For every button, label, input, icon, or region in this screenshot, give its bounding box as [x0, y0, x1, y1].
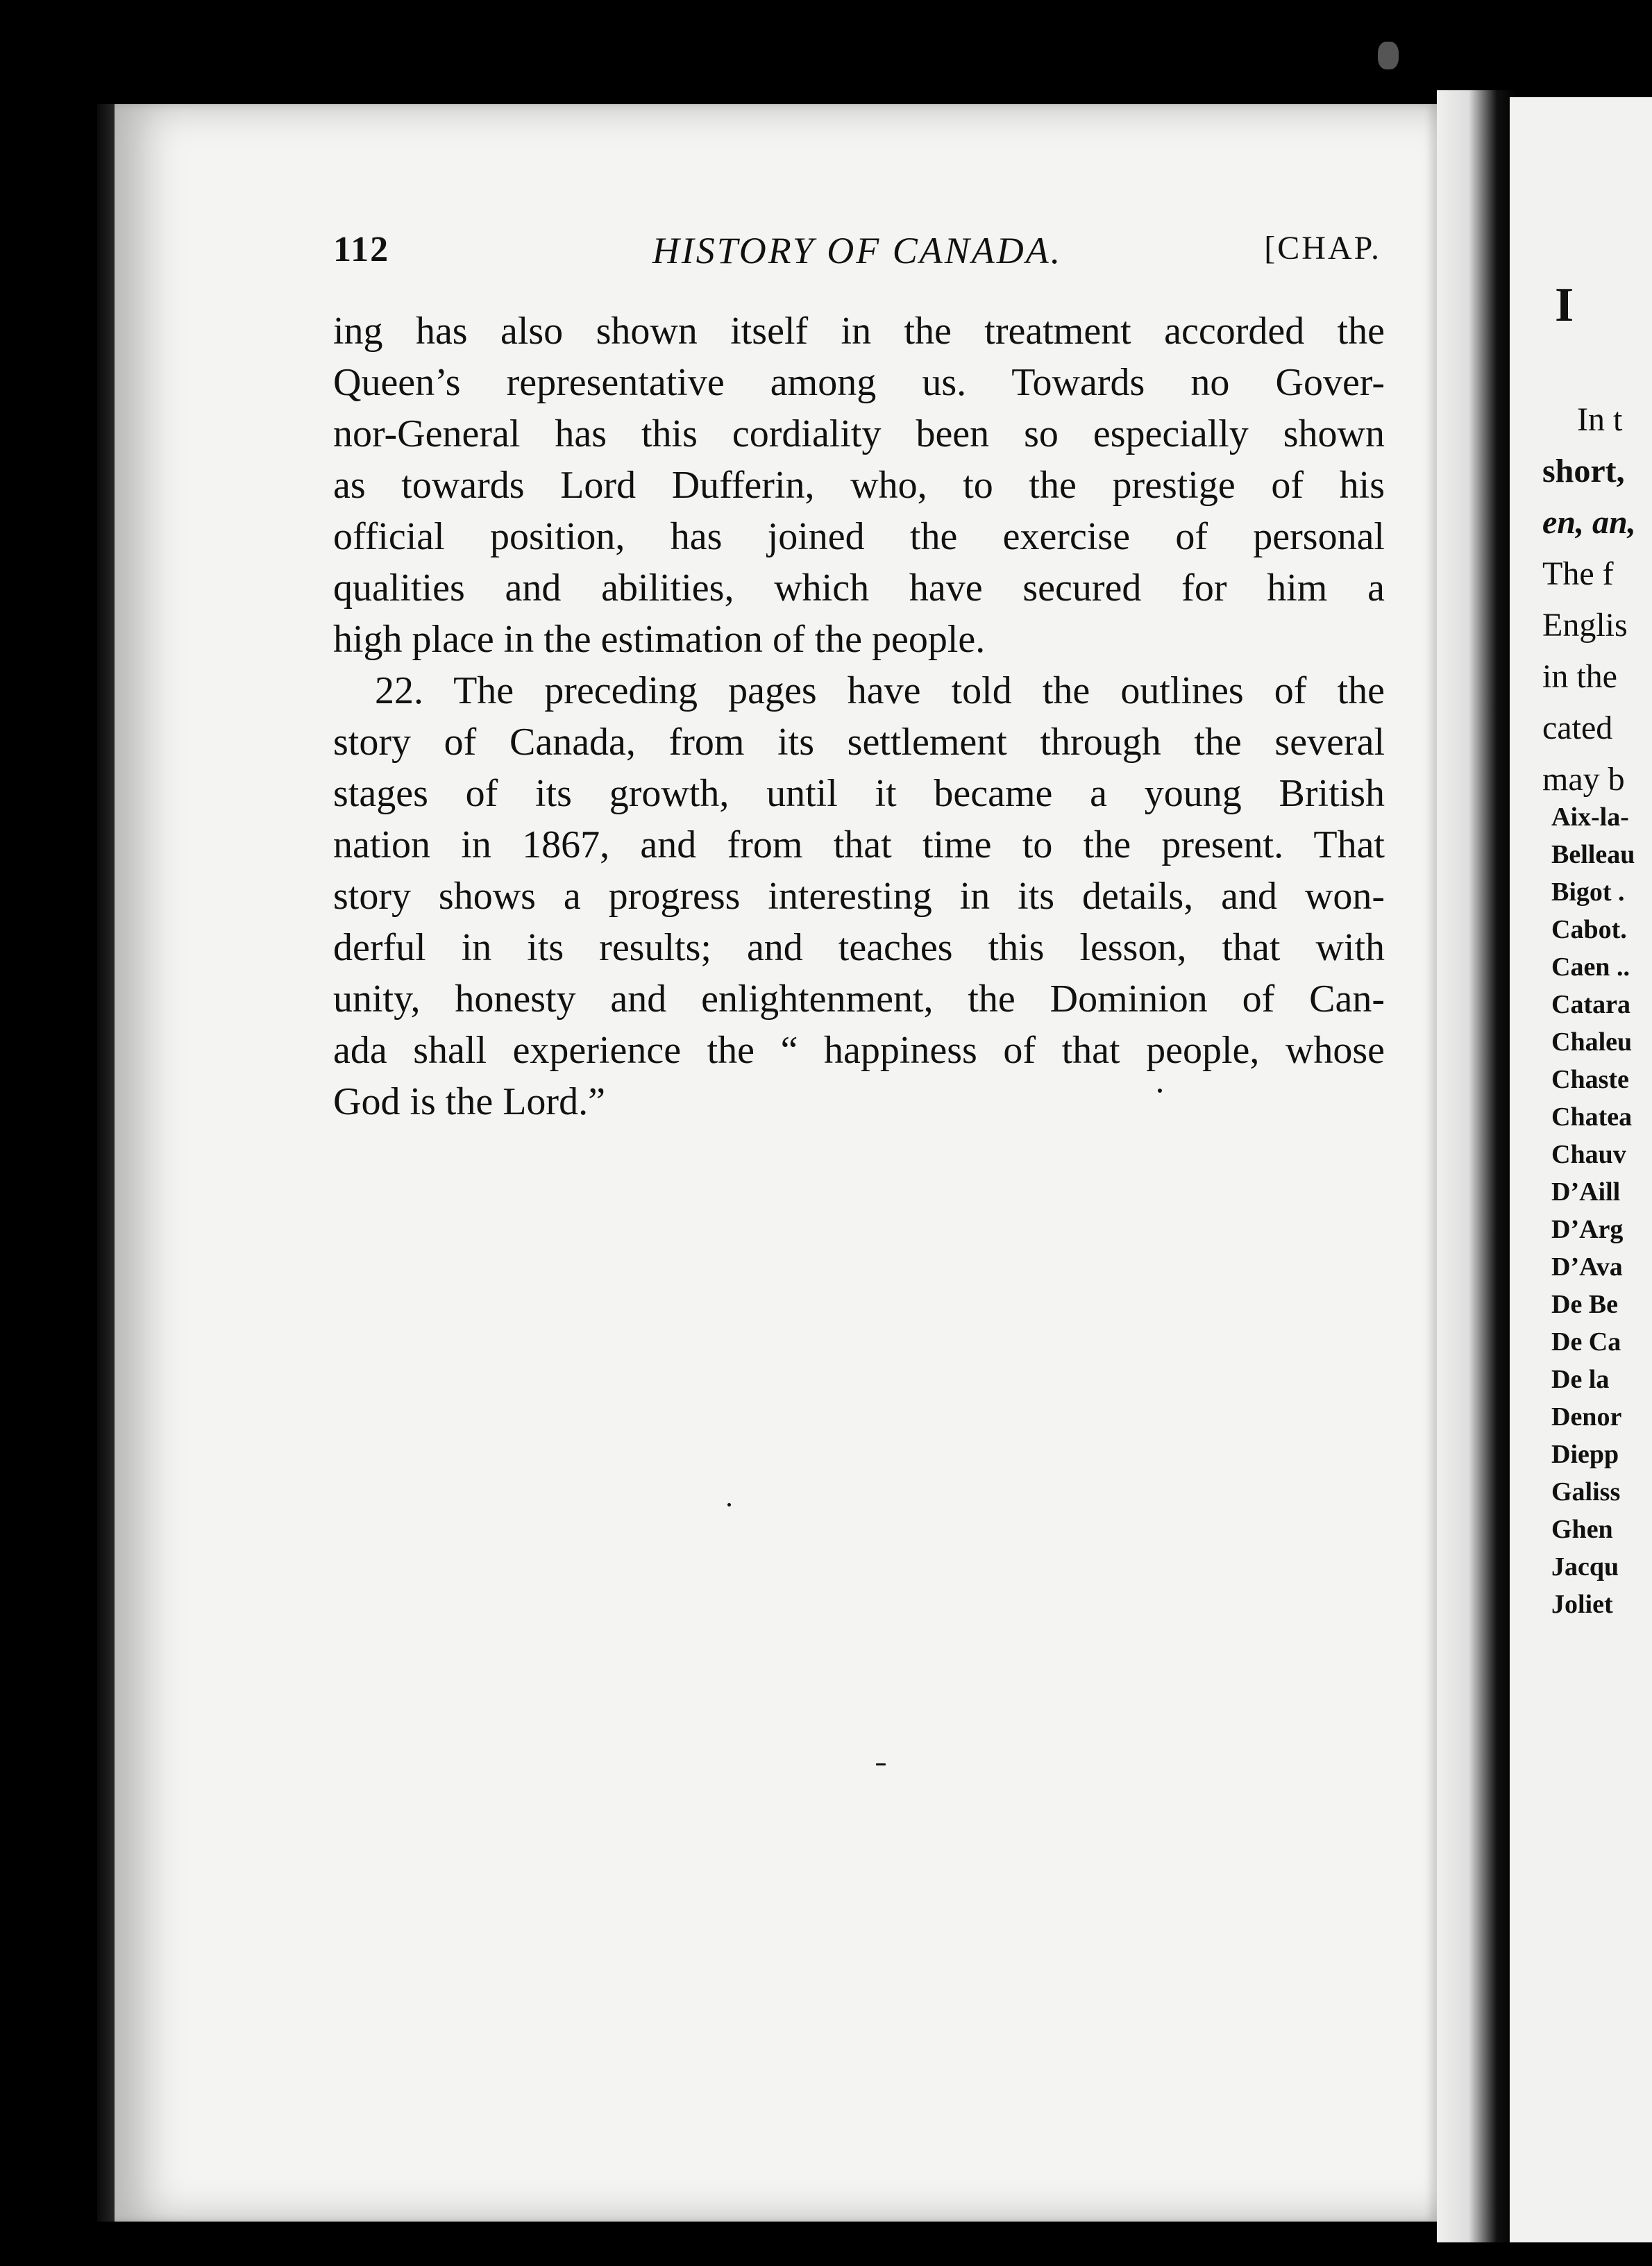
index-entry: D’Aill — [1551, 1177, 1621, 1207]
index-entry: Galiss — [1551, 1477, 1621, 1507]
text-line: qualities and abilities, which have secured for him a — [333, 566, 1385, 610]
index-entry: Caen .. — [1551, 952, 1630, 982]
index-entry: Ghen — [1551, 1515, 1613, 1544]
ink-mark — [727, 1503, 731, 1507]
scan-speck — [1378, 42, 1399, 69]
text-line: In t — [1577, 401, 1623, 438]
text-line: in the — [1542, 658, 1617, 695]
text-line: high place in the estimation of the people. — [333, 618, 986, 661]
text-line: nation in 1867, and from that time to the present. That — [333, 823, 1385, 866]
index-list — [1551, 798, 1635, 1623]
text-line: official position, has joined the exercise of personal — [333, 515, 1385, 558]
text-line: The f — [1542, 555, 1614, 592]
index-entry: Aix-la- — [1551, 803, 1629, 832]
text-line: nor-General has this cordiality been so especially shown — [333, 412, 1385, 455]
chapter-mark: [CHAP. — [1264, 230, 1381, 267]
paragraph-start-line: 22. The preceding pages have told the outlines of the — [375, 669, 1385, 712]
ink-mark — [876, 1763, 886, 1765]
text-line: story shows a progress interesting in its details, and won- — [333, 875, 1385, 918]
index-entry: De Be — [1551, 1290, 1619, 1319]
index-entry: Bigot . — [1551, 878, 1625, 907]
text-line: unity, honesty and enlightenment, the Dominion of Can- — [333, 977, 1385, 1021]
text-line: stages of its growth, until it became a young British — [333, 772, 1385, 815]
index-entry: Catara — [1551, 990, 1630, 1019]
right-page-text — [1542, 394, 1636, 805]
text-line: cated — [1542, 710, 1613, 746]
index-entry: De la — [1551, 1365, 1610, 1394]
body-text — [333, 305, 1385, 1127]
text-line: story of Canada, from its settlement through the several — [333, 721, 1385, 764]
index-entry: Denor — [1551, 1402, 1622, 1432]
index-entry: Cabot. — [1551, 915, 1627, 944]
text-line: God is the Lord.” — [333, 1080, 605, 1123]
page-number: 112 — [333, 230, 390, 269]
index-entry: Chaleu — [1551, 1027, 1633, 1057]
text-line: ada shall experience the “ happiness of that people, whose — [333, 1029, 1385, 1072]
text-line: as towards Lord Dufferin, who, to the prestige of his — [333, 464, 1385, 507]
index-entry: Belleau — [1551, 840, 1635, 869]
index-entry: Diepp — [1551, 1440, 1619, 1469]
book-gutter — [1437, 90, 1517, 2242]
right-page-heading: I — [1555, 278, 1574, 332]
text-line: Queen’s representative among us. Towards no Gover- — [333, 361, 1385, 404]
index-entry: D’Arg — [1551, 1215, 1624, 1244]
ink-mark — [1158, 1089, 1162, 1093]
running-title: HISTORY OF CANADA. — [652, 230, 1063, 271]
text-line: short, — [1542, 453, 1625, 489]
index-entry: Chauv — [1551, 1140, 1626, 1169]
index-entry: Jacqu — [1551, 1552, 1619, 1581]
index-entry: Chatea — [1551, 1102, 1633, 1132]
text-line: may b — [1542, 761, 1625, 798]
text-line: en, an, — [1542, 504, 1636, 541]
index-entry: Joliet — [1551, 1590, 1613, 1619]
running-header — [333, 229, 1381, 278]
text-line: derful in its results; and teaches this lesson, that with — [333, 926, 1385, 969]
index-entry: D’Ava — [1551, 1252, 1623, 1282]
text-line: Englis — [1542, 607, 1628, 644]
text-line: ing has also shown itself in the treatment accorded the — [333, 310, 1385, 353]
index-entry: Chaste — [1551, 1065, 1629, 1094]
index-entry: De Ca — [1551, 1327, 1621, 1357]
